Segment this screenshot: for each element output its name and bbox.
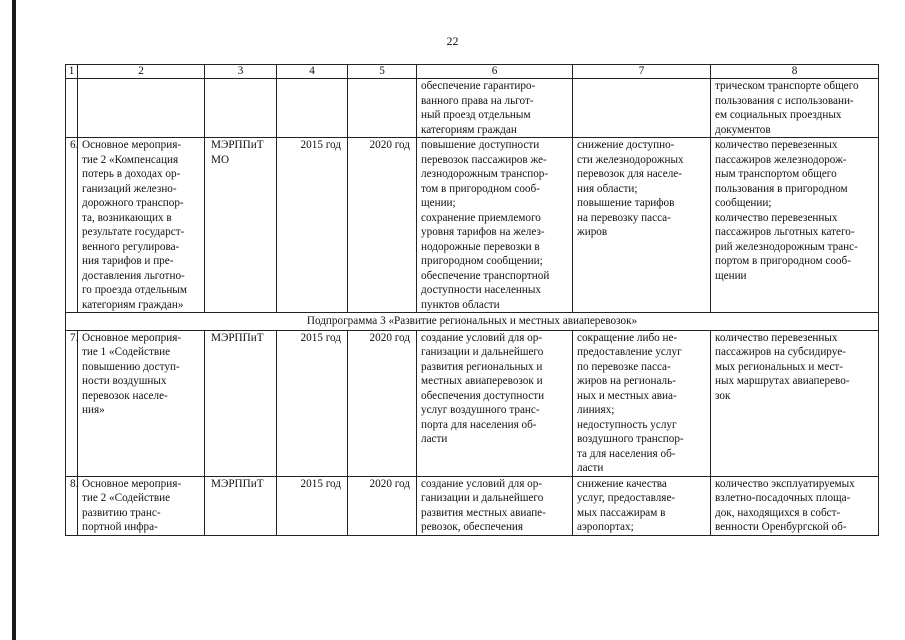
cell-indicators: количество эксплуатируемых взлетно-посадочных площа- док, находящихся в собст- венности Оренбургской об- [711, 476, 879, 535]
cell-start-year: 2015 год [277, 330, 348, 476]
cell-end-year: 2020 год [348, 330, 417, 476]
cell-result: обеспечение гарантиро- ванного права на льгот- ный проезд отдельным категориям граждан [417, 79, 573, 138]
cell-measure-name: Основное мероприя- тие 1 «Содействие повышению доступ- ности воздушных перевозок населе- ния» [78, 330, 205, 476]
header-col-8: 8 [711, 65, 879, 79]
table-row-6 [66, 138, 879, 313]
cell-start-year: 2015 год [277, 476, 348, 535]
cell-end-year: 2020 год [348, 476, 417, 535]
page-number: 22 [446, 34, 459, 48]
cell-number: 7. [66, 330, 78, 476]
cell-risk: снижение качества услуг, предоставляе- мых пассажирам в аэропортах; [573, 476, 711, 535]
cell-start-year: 2015 год [277, 138, 348, 313]
cell-number: 6. [66, 138, 78, 313]
cell-risk: сокращение либо не- предоставление услуг по перевозке пасса- жиров на региональ- ных и местных авиа- линиях; недоступность услуг воздушного транспор- та для населения об- ласти [573, 330, 711, 476]
header-col-3: 3 [205, 65, 277, 79]
cell-end-year: 2020 год [348, 138, 417, 313]
cell-executor: МЭРППиТ [205, 476, 277, 535]
cell-result: создание условий для ор- ганизации и дальнейшего развития региональных и местных авиаперевозок и обеспечения доступности услуг воздушного транс- порта для населения об- ласти [417, 330, 573, 476]
subprogram-title: Подпрограмма 3 «Развитие региональных и местных авиаперевозок» [66, 313, 879, 331]
cell-result: повышение доступности перевозок пассажиров же- лезнодорожным транспор- том в пригородном сооб- щении; сохранение приемлемого уровня тарифов на желез- нодорожные перевозки в пригородном сообщении; обеспечение транспортной доступности населенных пунктов области [417, 138, 573, 313]
cell-executor: МЭРППиТ [205, 330, 277, 476]
cell-risk: снижение доступно- сти железнодорожных перевозок для населе- ния области; повышение тарифов на перевозку пасса- жиров [573, 138, 711, 313]
section-row [66, 313, 879, 331]
header-col-2: 2 [78, 65, 205, 79]
header-col-7: 7 [573, 65, 711, 79]
header-col-6: 6 [417, 65, 573, 79]
cell-measure-name: Основное мероприя- тие 2 «Содействие развитию транс- портной инфра- [78, 476, 205, 535]
table-row-continuation [66, 79, 879, 138]
header-col-4: 4 [277, 65, 348, 79]
measures-table [65, 64, 879, 536]
table-row-8 [66, 476, 879, 535]
cell-executor: МЭРППиТ МО [205, 138, 277, 313]
cell-measure-name: Основное мероприя- тие 2 «Компенсация потерь в доходах ор- ганизаций железно- дорожного транспор- та, возникающих в результате государст- венного регулирова- ния тарифов и пре- доставления льготно- го проезда отдельным категориям граждан» [78, 138, 205, 313]
cell-indicators: количество перевезенных пассажиров на субсидируе- мых региональных и мест- ных маршрутах авиаперево- зок [711, 330, 879, 476]
header-row [66, 65, 879, 79]
header-col-1: 1 [66, 65, 78, 79]
header-col-5: 5 [348, 65, 417, 79]
cell-number: 8. [66, 476, 78, 535]
cell-result: создание условий для ор- ганизации и дальнейшего развития местных авиапе- ревозок, обеспечения [417, 476, 573, 535]
table-row-7 [66, 330, 879, 476]
cell-indicators: трическом транспорте общего пользования с использовани- ем социальных проездных документов [711, 79, 879, 138]
left-margin-bar [12, 0, 16, 640]
cell-indicators: количество перевезенных пассажиров железнодорож- ным транспортом общего пользования в пригородном сообщении; количество перевезенных пассажиров льготных катего- рий железнодорожным транс- портом в пригородном сооб- щении [711, 138, 879, 313]
